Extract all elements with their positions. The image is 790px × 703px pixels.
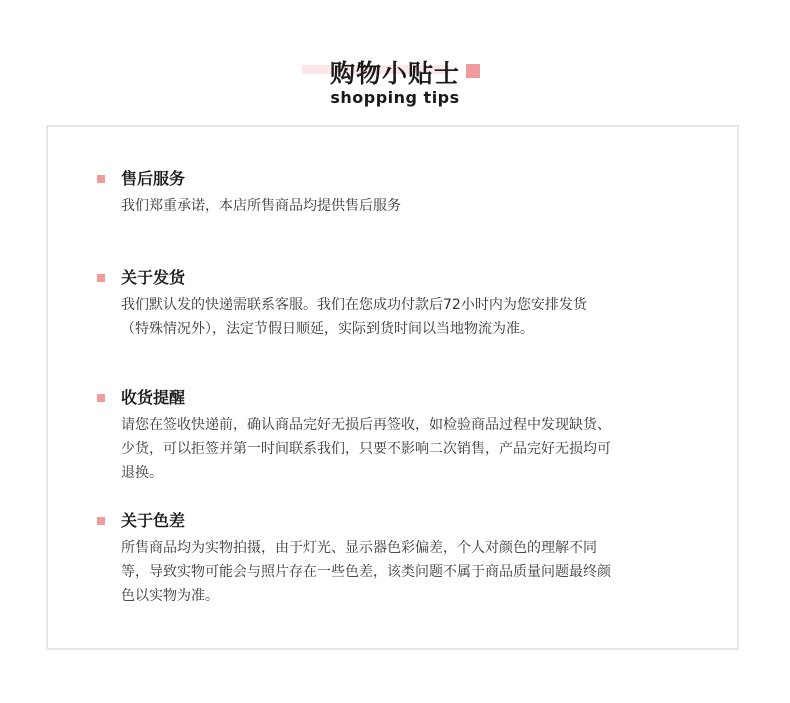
section-text-line: 请您在签收快递前，确认商品完好无损后再签收，如检验商品过程中发现缺货、 [121,417,611,433]
section-body [121,413,711,485]
section-bullet [97,274,105,282]
section-heading: 售后服务 [121,169,186,188]
section-text-line: 退换。 [121,465,163,481]
title-accent-square [466,64,480,78]
section-text-line: 色以实物为准。 [121,588,219,604]
section-bullet [97,175,105,183]
page-header [0,52,790,112]
page-subtitle: shopping tips [330,88,460,107]
section-heading: 收货提醒 [121,388,186,407]
section-body [121,293,711,341]
section-text-line: 少货，可以拒签并第一时间联系我们，只要不影响二次销售，产品完好无损均可 [121,441,611,457]
section-body [121,194,711,218]
section-text-line: 等，导致实物可能会与照片存在一些色差，该类问题不属于商品质量问题最终颜 [121,564,611,580]
section-body [121,536,711,608]
section-text-line: 我们郑重承诺，本店所售商品均提供售后服务 [121,198,401,214]
section-text-line: 所售商品均为实物拍摄，由于灯光、显示器色彩偏差，个人对颜色的理解不同 [121,540,597,556]
section-bullet [97,517,105,525]
section-heading: 关于色差 [121,511,186,530]
section-text-line: 我们默认发的快递需联系客服。我们在您成功付款后72小时内为您安排发货 [121,297,587,313]
section-text-line: （特殊情况外），法定节假日顺延，实际到货时间以当地物流为准。 [121,321,534,337]
section-heading: 关于发货 [121,268,186,287]
page-title: 购物小贴士 [329,59,460,88]
section-bullet [97,394,105,402]
